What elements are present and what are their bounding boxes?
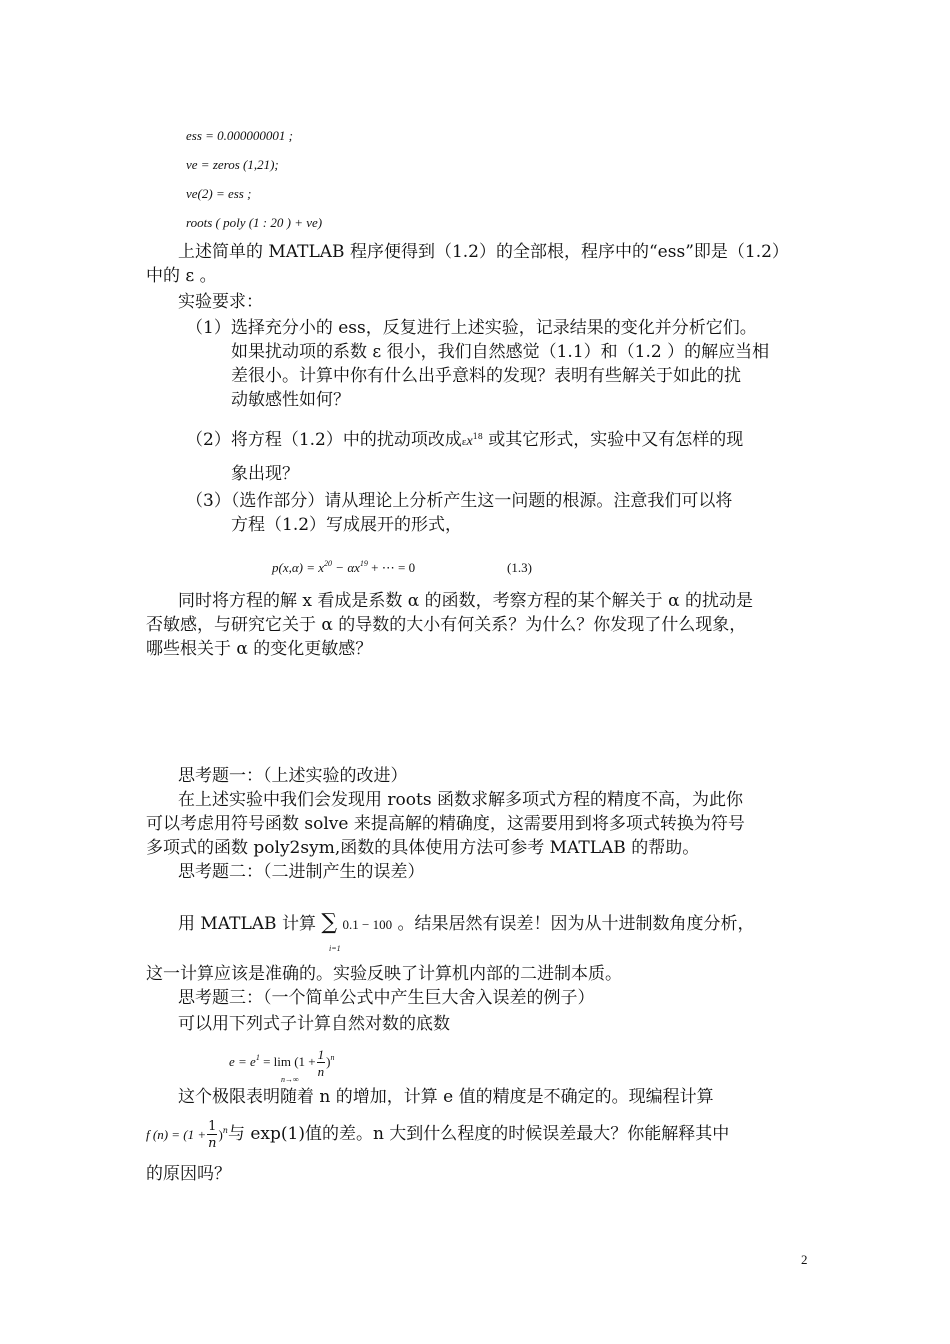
question-2-line-2: 这一计算应该是准确的。实验反映了计算机内部的二进制本质。 xyxy=(146,964,622,984)
f-lhs: f (n) = (1 + xyxy=(146,1127,207,1142)
requirement-1-line-4: 动敏感性如何？ xyxy=(231,390,350,410)
question-3-line-1: 可以用下列式子计算自然对数的底数 xyxy=(178,1014,450,1034)
code-line-1: ess = 0.000000001 ; xyxy=(186,128,293,143)
code-line-3: ve(2) = ess ; xyxy=(186,186,252,201)
question-3-line-2: 这个极限表明随着 n 的增加，计算 e 值的精度是不确定的。现编程计算 xyxy=(178,1087,714,1107)
equation-lhs: p(x,α) = x xyxy=(272,560,325,575)
code-line-2: ve = zeros (1,21); xyxy=(186,157,279,172)
question-1-line-3: 多项式的函数 poly2sym,函数的具体使用方法可参考 MATLAB 的帮助。 xyxy=(146,838,700,858)
f-fraction-denominator: n xyxy=(208,1135,217,1151)
summation-symbol: ∑ xyxy=(321,910,338,935)
requirement-3-line-2: 方程（1.2）写成展开的形式， xyxy=(231,515,463,535)
exponent-18: 18 xyxy=(472,432,483,441)
requirement-3-line-1: （3）（选作部分）请从理论上分析产生这一问题的根源。注意我们可以将 xyxy=(186,491,733,511)
limit-exponent-n: n xyxy=(330,1053,335,1062)
question-3-line-3 xyxy=(146,1114,729,1155)
equation-label: (1.3) xyxy=(507,560,532,575)
limit-fraction xyxy=(317,1048,326,1078)
question-3-line-4: 的原因吗？ xyxy=(146,1164,231,1184)
limit-fraction-numerator: 1 xyxy=(317,1047,325,1063)
limit-lhs: e = e xyxy=(229,1054,256,1069)
summation-expression: 0.1 − 100 xyxy=(342,917,393,932)
equation-1-3 xyxy=(272,556,415,580)
exponent-19: 19 xyxy=(359,559,368,568)
page-number: 2 xyxy=(801,1252,808,1267)
question-2-line-1 xyxy=(178,911,755,937)
limit-exponent-1: 1 xyxy=(255,1053,260,1062)
question-1-line-2: 可以考虑用符号函数 solve 来提高解的精确度，这需要用到将多项式转换为符号 xyxy=(146,814,745,834)
paragraph-2-line-2: 否敏感，与研究它关于 α 的导数的大小有何关系？为什么？你发现了什么现象， xyxy=(146,615,747,635)
limit-mid: = lim (1 + xyxy=(259,1054,316,1069)
limit-fraction-denominator: n xyxy=(317,1064,325,1080)
requirement-2-text-a: （2）将方程（1.2）中的扰动项改成 xyxy=(186,430,462,450)
paragraph-1-line-2: 中的 ε 。 xyxy=(146,266,217,286)
f-fraction-numerator: 1 xyxy=(208,1118,217,1134)
question-2-text-a: 用 MATLAB 计算 xyxy=(178,914,316,934)
question-1-line-1: 在上述实验中我们会发现用 roots 函数求解多项式方程的精度不高，为此你 xyxy=(178,790,743,810)
paragraph-1-line-1: 上述简单的 MATLAB 程序便得到（1.2）的全部根，程序中的“ess”即是（1.2） xyxy=(178,242,789,262)
code-line-4: roots ( poly (1 : 20 ) + ve) xyxy=(186,215,323,230)
question-3-title: 思考题三：（一个简单公式中产生巨大舍入误差的例子） xyxy=(178,988,595,1008)
x-variable: x xyxy=(466,434,473,449)
paragraph-2-line-1: 同时将方程的解 x 看成是系数 α 的函数，考察方程的某个解关于 α 的扰动是 xyxy=(178,591,753,611)
equation-mid: − αx xyxy=(332,560,360,575)
paragraph-2-line-3: 哪些根关于 α 的变化更敏感？ xyxy=(146,639,373,659)
question-3-line-3-text: 与 exp(1)值的差。n 大到什么程度的时候误差最大？你能解释其中 xyxy=(227,1124,730,1144)
limit-subscript: n→∞ xyxy=(281,1075,299,1084)
requirements-heading: 实验要求： xyxy=(178,292,263,312)
requirement-1-line-1: （1）选择充分小的 ess，反复进行上述实验，记录结果的变化并分析它们。 xyxy=(186,318,757,338)
f-close-paren: ) xyxy=(218,1127,223,1142)
equation-rhs: + ⋯ = 0 xyxy=(367,560,416,575)
requirement-1-line-3: 差很小。计算中你有什么出乎意料的发现？表明有些解关于如此的扰 xyxy=(231,366,741,386)
requirement-1-line-2: 如果扰动项的系数 ε 很小，我们自然感觉（1.1）和（1.2 ）的解应当相 xyxy=(231,342,770,362)
summation-subscript: i=1 xyxy=(329,944,341,953)
requirement-2-line-1 xyxy=(186,428,743,454)
requirement-2-line-2: 象出现？ xyxy=(231,464,299,484)
limit-close-paren: ) xyxy=(326,1054,331,1069)
f-fraction xyxy=(207,1120,217,1150)
epsilon-symbol: ε xyxy=(461,436,467,448)
question-2-title: 思考题二：（二进制产生的误差） xyxy=(178,862,425,882)
exponent-20: 20 xyxy=(324,559,333,568)
requirement-2-text-b: 或其它形式，实验中又有怎样的现 xyxy=(482,430,744,450)
question-2-text-b: 。结果居然有误差！因为从十进制数角度分析， xyxy=(397,914,755,934)
question-1-title: 思考题一：（上述实验的改进） xyxy=(178,766,408,786)
f-exponent-n: n xyxy=(222,1126,228,1135)
